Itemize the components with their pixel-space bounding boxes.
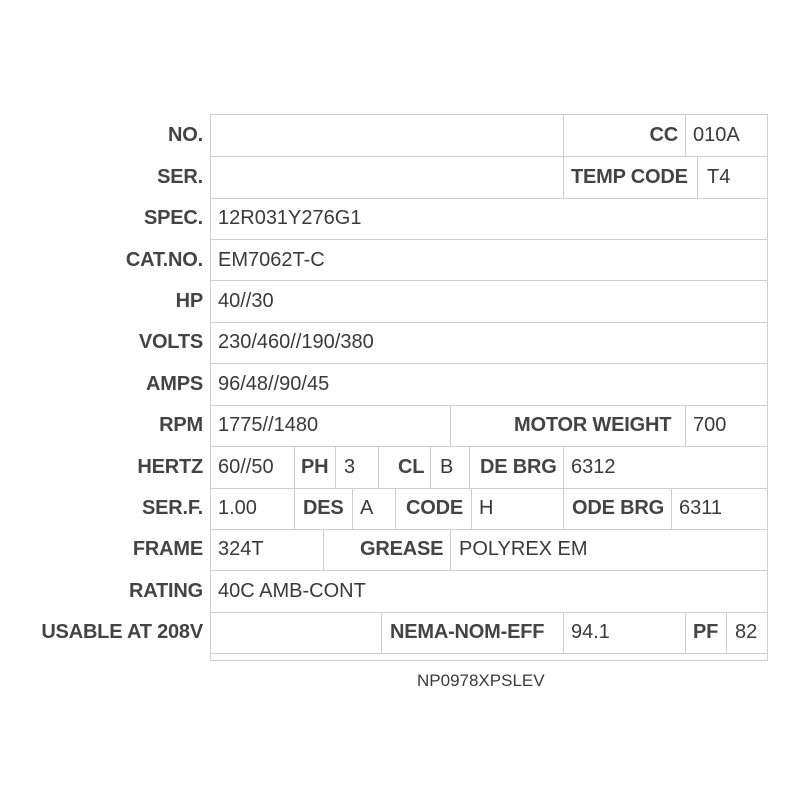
ode-brg-label: ODE BRG	[572, 497, 664, 519]
cc-label: CC	[649, 124, 678, 146]
ser-label: SER.	[157, 166, 203, 188]
des-label: DES	[303, 497, 344, 519]
pf-label: PF	[693, 621, 719, 643]
grease-label: GREASE	[360, 538, 444, 560]
cell-divider	[563, 612, 564, 653]
cell-divider	[352, 488, 353, 529]
volts-label: VOLTS	[138, 331, 203, 353]
code-label: CODE	[406, 497, 463, 519]
hertz-label: HERTZ	[137, 456, 203, 478]
cell-divider	[726, 612, 727, 653]
cell-divider	[430, 446, 431, 488]
cl-label: CL	[398, 456, 425, 478]
cell-divider	[685, 405, 686, 446]
cat-no-label: CAT.NO.	[125, 249, 203, 271]
cell-divider	[381, 612, 382, 653]
spec-value: 12R031Y276G1	[218, 207, 362, 229]
motor-weight-value: 700	[693, 414, 727, 436]
rpm-label: RPM	[159, 414, 203, 436]
code-value: H	[479, 497, 494, 519]
ser-f-label: SER.F.	[141, 497, 203, 519]
row-divider	[210, 363, 768, 364]
cell-divider	[378, 446, 379, 488]
cell-divider	[450, 529, 451, 570]
hp-label: HP	[175, 290, 203, 312]
de-brg-value: 6312	[571, 456, 616, 478]
rating-value: 40C AMB-CONT	[218, 580, 366, 602]
ode-brg-value: 6311	[679, 497, 723, 519]
row-divider	[210, 570, 768, 571]
rpm-value: 1775//1480	[218, 414, 319, 436]
cc-value: 010A	[693, 124, 740, 146]
cell-divider	[335, 446, 336, 488]
rating-label: RATING	[129, 580, 203, 602]
volts-value: 230/460//190/380	[218, 331, 374, 353]
temp-code-label: TEMP CODE	[571, 166, 688, 188]
frame-value: 324T	[218, 538, 264, 560]
cell-divider	[563, 446, 564, 488]
amps-label: AMPS	[146, 373, 203, 395]
row-divider	[210, 156, 768, 157]
des-value: A	[360, 497, 374, 519]
table-left-border	[210, 114, 211, 660]
ph-value: 3	[344, 456, 356, 478]
row-divider	[210, 239, 768, 240]
pf-value: 82	[735, 621, 758, 643]
cell-divider	[395, 488, 396, 529]
cat-no-value: EM7062T-C	[218, 249, 325, 271]
temp-code-value: T4	[707, 166, 731, 188]
cell-divider	[671, 488, 672, 529]
row-divider	[210, 198, 768, 199]
no-label: NO.	[168, 124, 203, 146]
nema-nom-eff-label: NEMA-NOM-EFF	[390, 621, 545, 643]
de-brg-label: DE BRG	[480, 456, 557, 478]
row-divider	[210, 280, 768, 281]
hertz-value: 60//50	[218, 456, 274, 478]
cell-divider	[685, 114, 686, 156]
motor-weight-label: MOTOR WEIGHT	[514, 414, 672, 436]
table-right-border	[767, 114, 768, 660]
cell-divider	[450, 405, 451, 446]
nameplate-part-number: NP0978XPSLEV	[417, 671, 545, 690]
cell-divider	[294, 446, 295, 488]
grease-value: POLYREX EM	[459, 538, 588, 560]
cell-divider	[563, 488, 564, 529]
cell-divider	[563, 114, 564, 198]
row-divider	[210, 529, 768, 530]
amps-value: 96/48//90/45	[218, 373, 330, 395]
cl-value: B	[440, 456, 454, 478]
ph-label: PH	[301, 456, 329, 478]
nema-nom-eff-value: 94.1	[571, 621, 610, 643]
cell-divider	[697, 156, 698, 198]
cell-divider	[294, 488, 295, 529]
frame-label: FRAME	[132, 538, 203, 560]
hp-value: 40//30	[218, 290, 274, 312]
cell-divider	[323, 529, 324, 570]
cell-divider	[471, 488, 472, 529]
cell-divider	[685, 612, 686, 653]
ser-f-value: 1.00	[218, 497, 257, 519]
cell-divider	[469, 446, 470, 488]
usable-at-208v-label: USABLE AT 208V	[41, 621, 203, 643]
row-divider	[210, 660, 768, 661]
row-divider	[210, 322, 768, 323]
spec-label: SPEC.	[143, 207, 203, 229]
row-divider	[210, 653, 768, 654]
